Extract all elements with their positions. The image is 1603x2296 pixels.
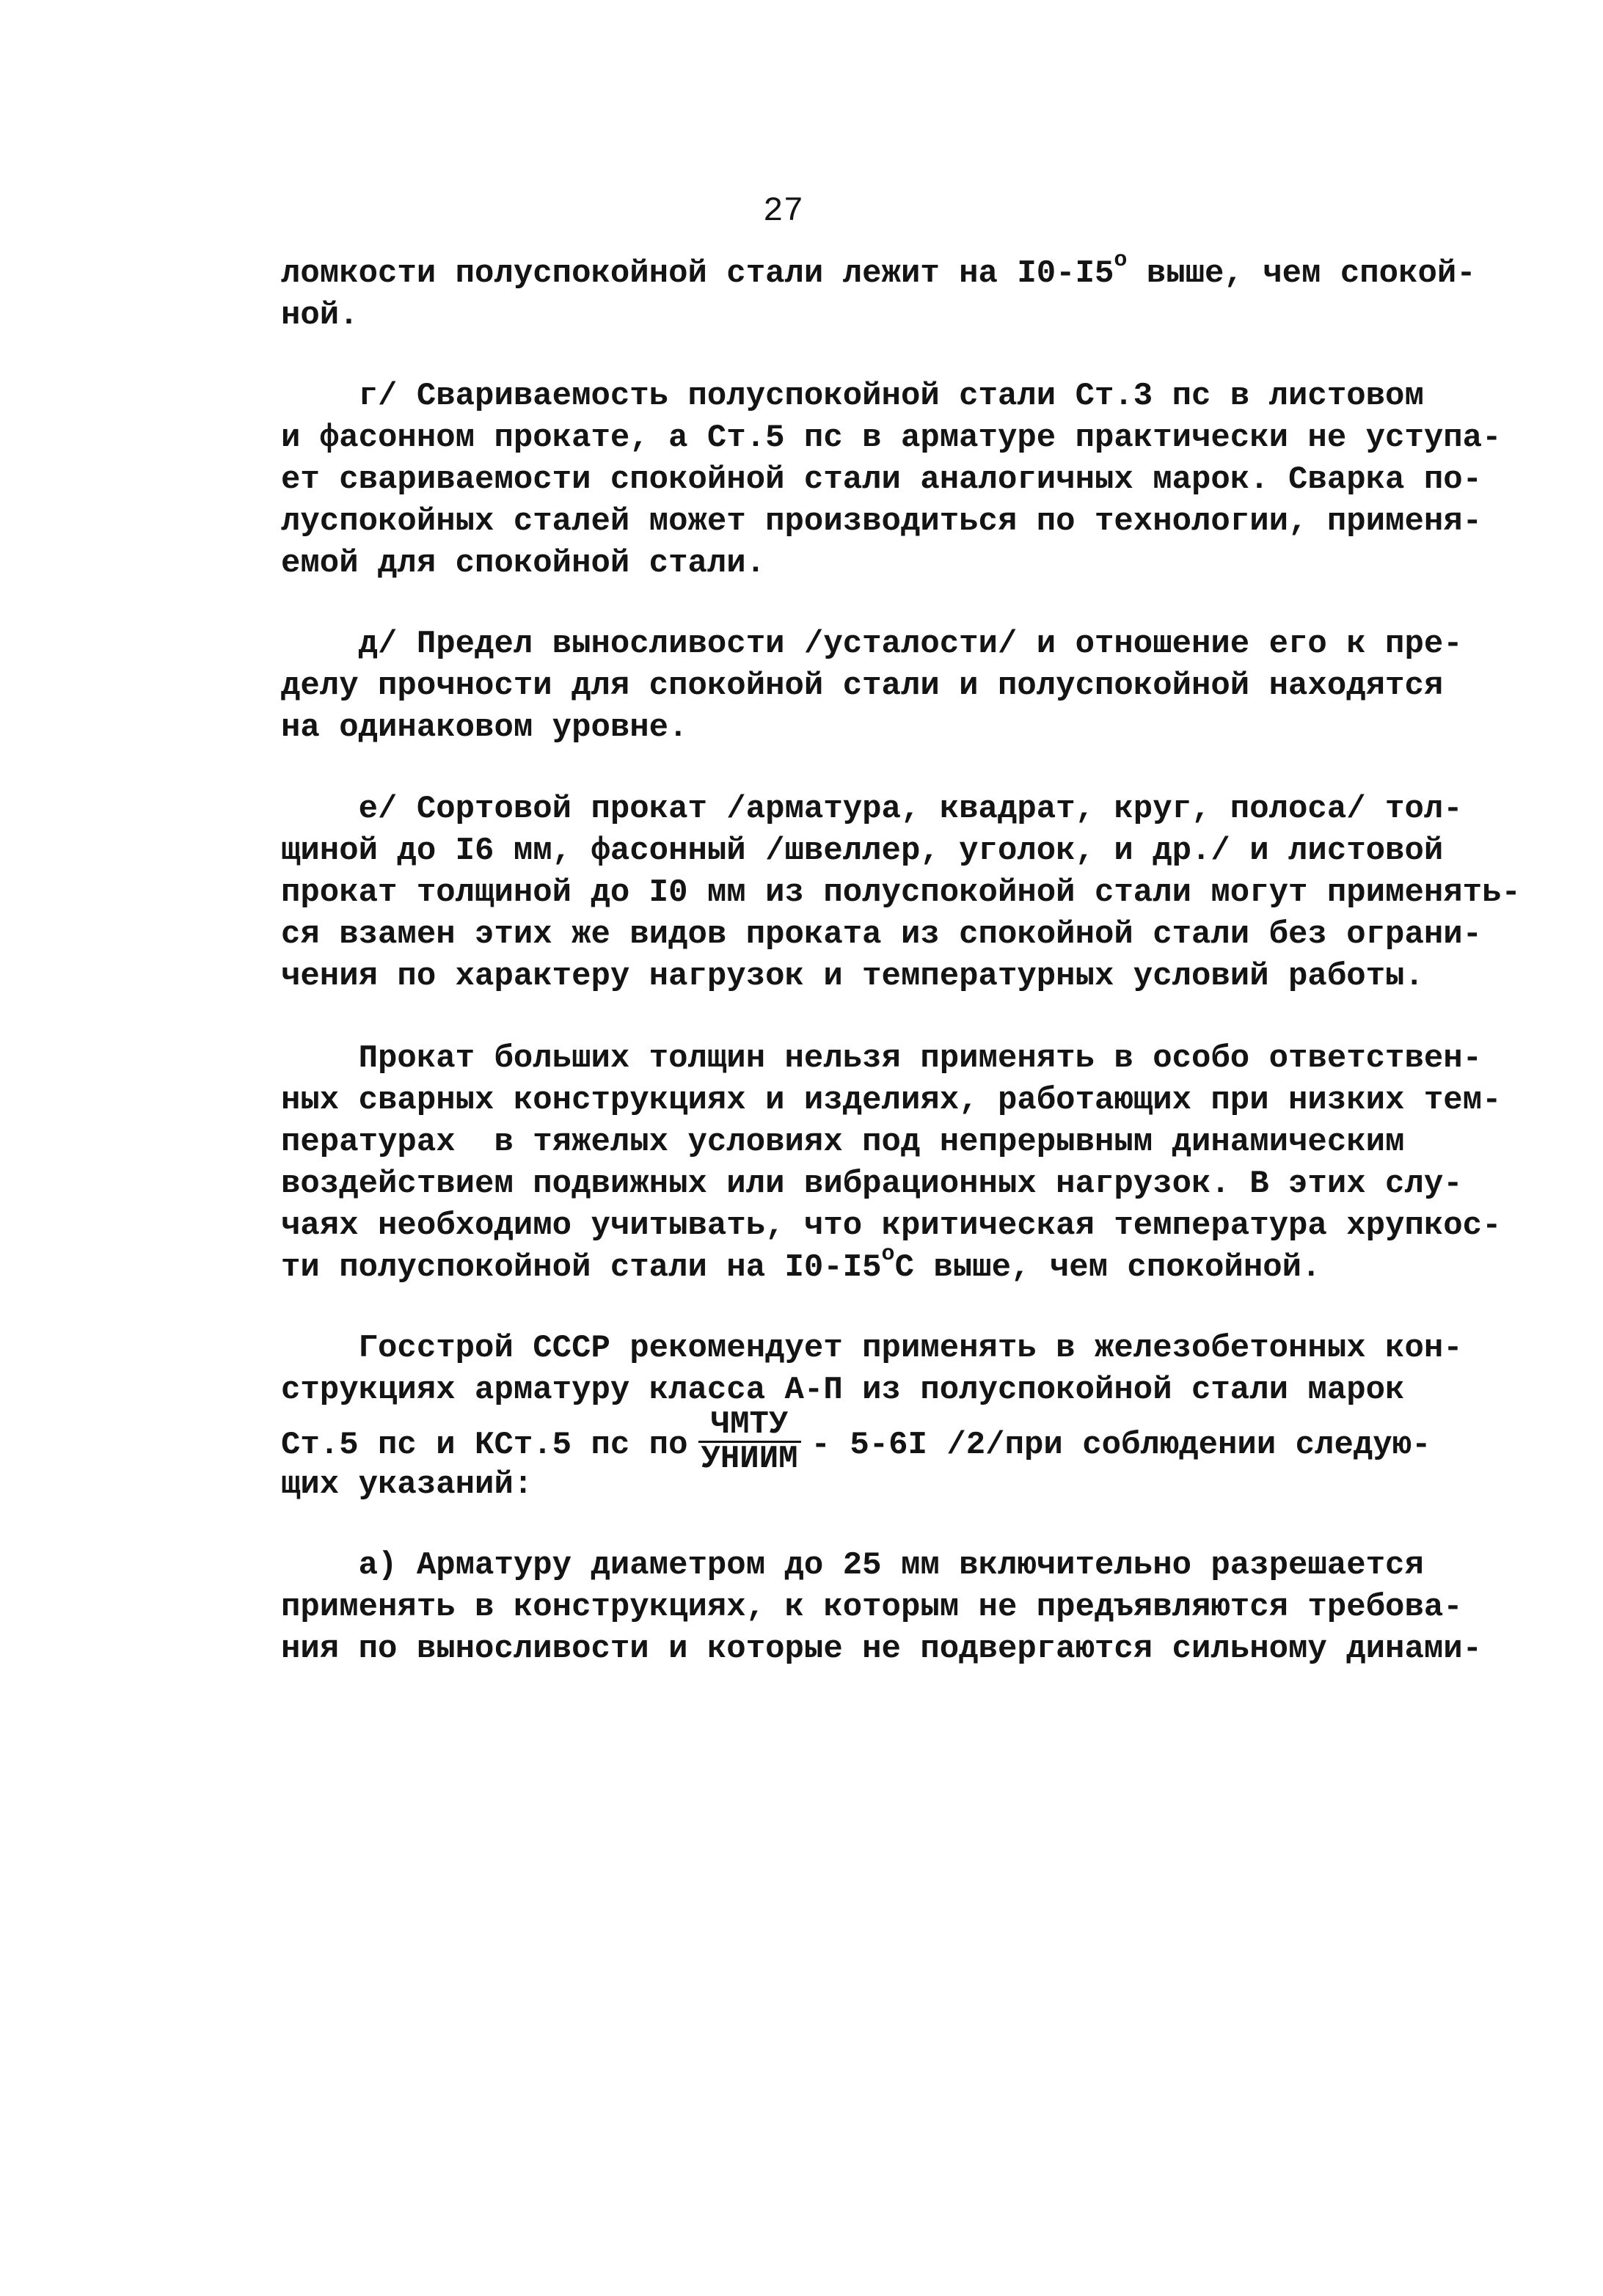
text-line: ся взамен этих же видов проката из спокойной стали без ограни- (281, 916, 1483, 953)
text-line (281, 1242, 1321, 1291)
text-line: д/ Предел выносливости /усталости/ и отношение его к пре- (281, 626, 1463, 662)
text-line: Прокат больших толщин нельзя применять в особо ответствен- (281, 1040, 1483, 1077)
text-line: применять в конструкциях, к которым не предъявляются требова- (281, 1589, 1463, 1626)
text-line (281, 248, 1476, 297)
standard-fraction (698, 1408, 801, 1475)
text-line: емой для спокойной стали. (281, 545, 766, 582)
text-line: прокат толщиной до I0 мм из полуспокойной стали могут применять- (281, 874, 1521, 911)
text-line: воздействием подвижных или вибрационных нагрузок. В этих слу- (281, 1166, 1463, 1202)
text-segment: Ст.5 пс и КСт.5 пс по (281, 1427, 688, 1464)
text-line: ных сварных конструкциях и изделиях, работающих при низких тем- (281, 1082, 1502, 1119)
text-line: чаях необходимо учитывать, что критическая температура хрупкос- (281, 1207, 1502, 1244)
text-line: делу прочности для спокойной стали и полуспокойной находятся (281, 668, 1444, 704)
fraction-numerator: ЧМТУ (698, 1408, 801, 1443)
text-segment: ломкости полуспокойной стали лежит на I0-I5 (281, 255, 1114, 292)
degree-superscript: о (881, 1242, 895, 1267)
text-segment: выше, чем спокой- (1127, 255, 1476, 292)
text-line: щих указаний: (281, 1466, 533, 1503)
page-number: 27 (763, 192, 804, 230)
text-line: ет свариваемости спокойной стали аналогичных марок. Сварка по- (281, 461, 1483, 498)
text-line: ния по выносливости и которые не подвергаются сильному динами- (281, 1631, 1483, 1667)
text-segment: ти полуспокойной стали на I0-I5 (281, 1249, 882, 1286)
text-line: на одинаковом уровне. (281, 709, 688, 746)
text-segment: - 5-6I /2/при соблюдении следую- (811, 1427, 1431, 1464)
text-line: а) Арматуру диаметром до 25 мм включительно разрешается (281, 1547, 1424, 1584)
text-line: луспокойных сталей может производиться по технологии, применя- (281, 503, 1483, 540)
text-line: и фасонном прокате, а Ст.5 пс в арматуре практически не уступа- (281, 420, 1502, 456)
text-line: щиной до I6 мм, фасонный /швеллер, уголок, и др./ и листовой (281, 833, 1444, 869)
text-line: Госстрой СССР рекомендует применять в железобетонных кон- (281, 1330, 1463, 1367)
text-line: струкциях арматуру класса А-П из полуспокойной стали марок (281, 1372, 1405, 1408)
fraction-denominator: УНИИМ (701, 1441, 798, 1477)
text-segment: С выше, чем спокойной. (894, 1249, 1321, 1286)
degree-superscript: о (1114, 248, 1128, 273)
text-line: пературах в тяжелых условиях под непрерывным динамическим (281, 1124, 1405, 1160)
text-line: чения по характеру нагрузок и температурных условий работы. (281, 958, 1424, 995)
text-line: е/ Сортовой прокат /арматура, квадрат, круг, полоса/ тол- (281, 791, 1463, 827)
text-line: г/ Свариваемость полуспокойной стали Ст.3 пс в листовом (281, 378, 1424, 414)
text-line: ной. (281, 297, 359, 334)
